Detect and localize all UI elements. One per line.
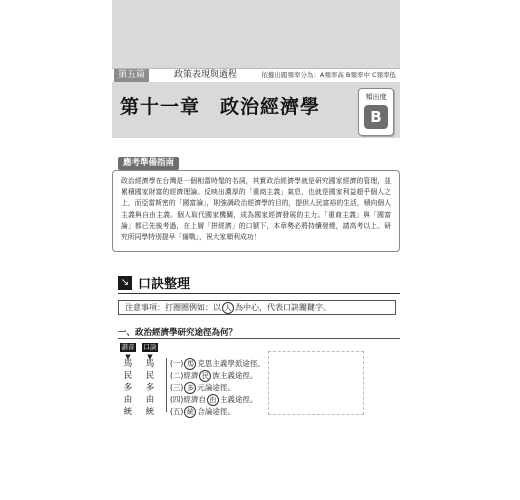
frequency-badge bbox=[358, 88, 394, 136]
homophone-char: 馬 bbox=[123, 359, 133, 369]
item-suffix: 主義途徑。 bbox=[219, 395, 258, 404]
circled-keyword: 由 bbox=[207, 394, 219, 406]
item-suffix: 族主義途徑。 bbox=[212, 371, 258, 380]
item-suffix: 克思主義學派途徑。 bbox=[197, 359, 265, 368]
list-item bbox=[170, 370, 257, 382]
frequency-legend: 依據出題頻率分為：A頻率高 B頻率中 C頻率低 bbox=[261, 71, 396, 79]
circled-keyword: 多 bbox=[184, 382, 196, 394]
list-item bbox=[170, 382, 235, 394]
frequency-label: 頻出度 bbox=[365, 93, 387, 101]
guide-text: 政治經濟學在台灣是一個相當時髦的名詞，其實政治經濟學就是研究國家經濟的管理，並累積國家財富的經濟理論。反映出濃厚的「重商主義」氣息，也就是國家利益超乎個人之上，而亞當斯密的「國富論」，則強調政治經濟學的目的，提供人民富裕的生活，積向個人主義與自由主義。個人取代國家機關，成為國家經濟發展的主力。「重商主義」與「國富論」都已先後考過，在上層「拼經濟」的口號下，本章勢必將持續發燒，請高考以上、研究所同學特別提早「備戰」，祝大家順利成功！ bbox=[121, 177, 391, 242]
mnemonic-char: 民 bbox=[145, 371, 155, 381]
section-bar bbox=[112, 68, 400, 83]
item-prefix: (四)經濟自 bbox=[170, 395, 206, 404]
question-divider bbox=[118, 338, 400, 339]
mnemonic-char: 由 bbox=[145, 395, 155, 405]
circled-keyword: 統 bbox=[184, 406, 196, 418]
item-prefix: (五) bbox=[170, 407, 184, 416]
question-title: 一、政治經濟學研究途徑為何？ bbox=[118, 328, 238, 338]
mnemonic-tag: 口訣 bbox=[143, 343, 157, 351]
homophone-char: 多 bbox=[123, 383, 133, 393]
note-prefix: 注意事項：打圈圈例如：以 bbox=[125, 303, 221, 312]
list-item bbox=[170, 406, 235, 418]
chapter-band bbox=[112, 82, 400, 138]
guide-box bbox=[112, 170, 400, 252]
arrow-icon: ↘ bbox=[118, 276, 132, 290]
answer-box bbox=[268, 351, 364, 415]
mnemonic-char: 多 bbox=[145, 383, 155, 393]
oral-title: 口訣整理 bbox=[138, 277, 191, 292]
item-suffix: 元論途徑。 bbox=[197, 383, 235, 392]
note-box bbox=[118, 300, 396, 315]
note-suffix: 為中心，代表口訣關鍵字。 bbox=[235, 303, 331, 312]
down-arrow-icon: ▼ bbox=[147, 353, 153, 361]
homophone-char: 統 bbox=[123, 407, 133, 417]
frequency-grade: B bbox=[364, 105, 388, 129]
homophone-char: 民 bbox=[123, 371, 133, 381]
list-item bbox=[170, 394, 257, 406]
divider bbox=[118, 293, 400, 294]
homophone-tag: 諧音 bbox=[121, 343, 135, 351]
down-arrow-icon: ▼ bbox=[125, 353, 131, 361]
item-prefix: (二)經濟 bbox=[170, 371, 199, 380]
mnemonic-char: 統 bbox=[145, 407, 155, 417]
item-prefix: (三) bbox=[170, 383, 184, 392]
circled-keyword: 民 bbox=[199, 370, 211, 382]
section-title: 政策表現與過程 bbox=[174, 70, 238, 80]
item-prefix: (一) bbox=[170, 359, 184, 368]
list-item bbox=[170, 358, 265, 370]
circled-keyword: 馬 bbox=[184, 358, 196, 370]
circled-keyword: 人 bbox=[222, 302, 234, 314]
section-label: 第五篇 bbox=[114, 69, 149, 82]
header-background bbox=[112, 0, 400, 68]
item-suffix: 合論途徑。 bbox=[197, 407, 235, 416]
homophone-char: 由 bbox=[123, 395, 133, 405]
guide-tab: 應考準備指南 bbox=[118, 157, 179, 170]
mnemonic-char: 馬 bbox=[145, 359, 155, 369]
chapter-title: 第十一章 政治經濟學 bbox=[120, 96, 321, 118]
